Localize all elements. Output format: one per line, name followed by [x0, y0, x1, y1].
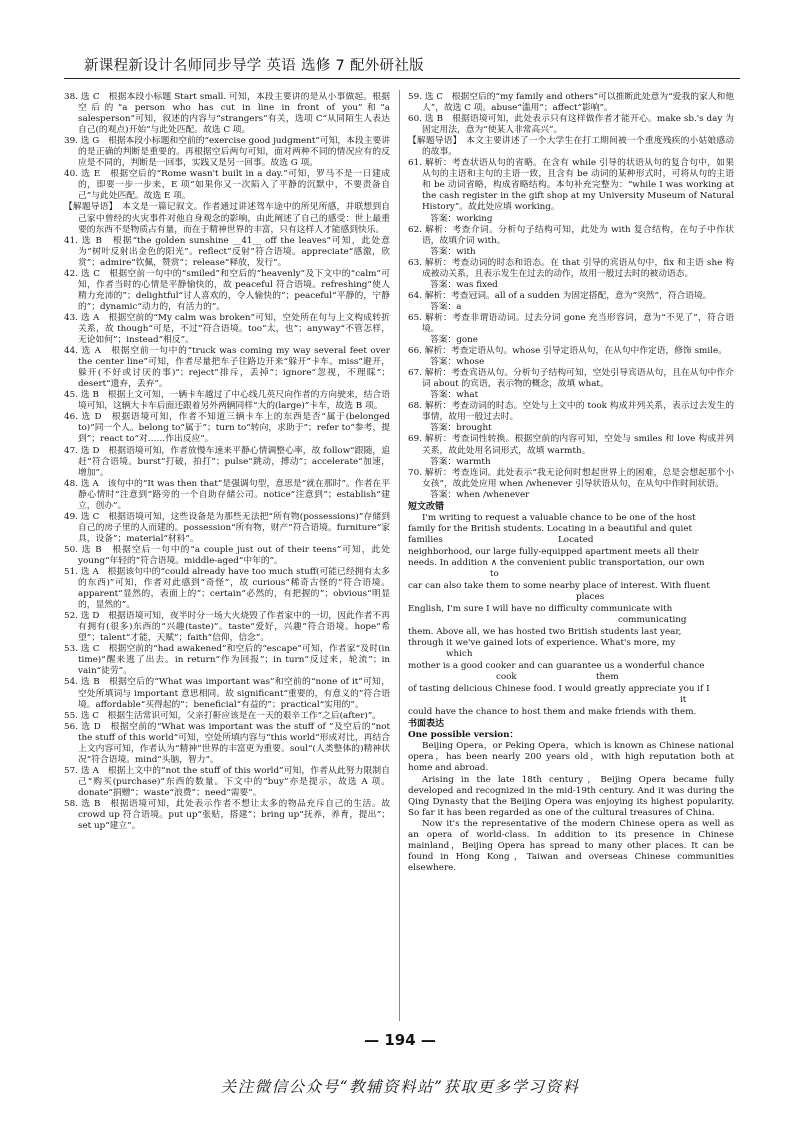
answer-item-66: 66. 解析：考查定语从句。whose 引导定语从句，在从句中作定语，修饰 smile。	[408, 346, 727, 357]
page-number: — 194 —	[364, 1031, 436, 1049]
passage-intro-2: 【解题导语】 本文主要讲述了一个大学生在打工期间被一个重度残疾的小姑娘感动的故事。	[408, 136, 734, 158]
answer-item-60: 60. 选 B 根据语境可知，此处表示只有这样做作者才能开心。make sb.'s day 为固定用法，意为“使某人非常高兴”。	[408, 114, 734, 136]
correction-line-8: through it we've gained lots of experience. What's more, my	[408, 638, 676, 649]
answer-69: 答案：warmth	[430, 456, 491, 467]
correction-line-4: needs. In addition ∧ the convenient public transportation, our own	[408, 557, 705, 568]
answer-item-58: 58. 选 B 根据语境可知，此处表示作者不想让太多的物品充斥自己的生活。故 crowd up 符合语境。put up“张贴，搭建”；bring up“抚养，养育，提出”；set up“建立”。	[64, 799, 390, 832]
answer-item-41: 41. 选 B 根据“the golden sunshine __41__ off the leaves”可知，此处意为“树叶反射出金色的阳光”。reflect“反射”符合语境。appreciate“感激，欣赏”；admire“钦佩，赞赏”；release“释放，发行”。	[64, 235, 390, 268]
fix-located: Located	[558, 534, 594, 545]
answer-65: 答案：gone	[430, 335, 478, 346]
answer-item-57: 57. 选 A 根据上文中的“not the stuff of this world”可知，作者从此努力限制自己“购买(purchase)”东西的数量。下文中的“buy”亦是提示，故选 A 项。donate“捐赠”；waste“浪费”；need“需要”。	[64, 765, 390, 798]
fix-communicating: communicating	[618, 615, 687, 626]
fix-it: it	[680, 695, 687, 706]
answer-item-38: 38. 选 C 根据本段小标题 Start small. 可知，本段主要讲的是从小事做起。根据空后的“a person who has cut in line in front of you”和“a salesperson”可知，叙述的内容与“strangers”有关，选项 C“从同陌生人表达自己(的观点)开始”与此处匹配。故选 C 项。	[64, 92, 390, 136]
fix-which: which	[446, 649, 473, 660]
answer-item-68: 68. 解析：考查动词的时态。空处与上文中的 took 构成并列关系，表示过去发生的事情，故用一般过去时。	[408, 401, 734, 423]
answer-62: 答案：with	[430, 246, 476, 257]
correction-fix-row-9	[408, 672, 734, 684]
answer-64: 答案：a	[430, 301, 462, 312]
fix-to: to	[490, 568, 499, 579]
answer-item-39: 39. 选 G 根据本段小标题和空前的“exercise good judgment”可知，本段主要讲的是正确的判断是重要的。再根据空后两句可知，面对两种不同的情况应有的反应是不同的，判断是一回事，实践又是另一回事。故选 G 项。	[64, 136, 390, 169]
answer-item-44: 44. 选 A 根据空前一句中的“truck was coming my way several feet over the center line”可知，作者尽量把车子往路边开来“躲开”卡车。miss“避开，躲开(不好或讨厌的事)”；reject“排斥，丢掉”；ignore“忽视，不理睬”；desert“遗弃，丢弃”。	[64, 346, 390, 390]
answer-70: 答案：when /whenever	[430, 489, 530, 500]
correction-fix-row-2	[408, 535, 734, 547]
running-header	[64, 52, 740, 79]
header-title: 新课程新设计名师同步导学 英语 选修 7 配外研社版	[84, 58, 424, 74]
writing-heading: 书面表达	[408, 719, 445, 730]
answer-item-67: 67. 解析：考查宾语从句。分析句子结构可知，空处引导宾语从句，且在从句中作介词 about 的宾语，表示物的概念，故填 what。	[408, 368, 734, 390]
answer-item-49: 49. 选 C 根据语境可知，这些设备是为那些无法把“所有物(possessions)”存储到自己的房子里的人而建的。possession“所有物，财产”符合语境。furniture“家具，设备”；material“材料”。	[64, 511, 390, 544]
answer-item-43: 43. 选 A 根据空前的“My calm was broken”可知，空处所在句与上文构成转折关系，故 though“可是，不过”符合语境。too“太，也”；anyway“不管怎样，无论如何”；instead“相反”。	[64, 312, 390, 346]
answer-item-63: 63. 解析：考查动词的时态和语态。在 that 引导的宾语从句中，fix 和主语 she 构成被动关系，且表示发生在过去的动作，故用一般过去时的被动语态。	[408, 257, 734, 279]
correction-heading: 短文改错	[408, 501, 445, 512]
correction-fix-row-8	[408, 649, 734, 661]
answer-item-65: 65. 解析：考查非谓语动词。过去分词 gone 充当形容词，意为“不见了”，符合语境。	[408, 312, 734, 334]
answer-61: 答案：working	[430, 213, 493, 224]
writing-version-label: One possible version：	[408, 730, 519, 741]
answer-item-56: 56. 选 D 根据空前的“What was important was the stuff of ”及空后的“not the stuff of this world”可知，空处所填内容与“this world”形成对比，再结合上文内容可知，作者认为“精神”世界的丰富更为重要。soul“(人类整体的)精神状况”符合语境。mind“头脑，智力”。	[64, 721, 390, 765]
answer-item-50: 50. 选 B 根据空后一句中的“a couple just out of their teens”可知，此处 young“年轻的”符合语境。middle-aged“中年的”。	[64, 544, 390, 566]
answer-item-55: 55. 选 C 根据生活常识可知，父亲打鼾应该是在一天的艰辛工作“之后(after)”。	[64, 710, 382, 721]
answer-item-59: 59. 选 C 根据空后的“my family and others”可以推断此处意为“爱我的家人和他人”，故选 C 项。abuse“滥用”；affect“影响”。	[408, 92, 734, 114]
correction-line-3: neighborhood, our large fully-equipped apartment meets all their	[408, 546, 699, 557]
correction-line-6: English, I'm sure I will have no difficulty communicate with	[408, 604, 673, 615]
fix-places: places	[576, 592, 605, 603]
answer-item-46: 46. 选 D 根据语境可知，作者不知道三辆卡车上的东西是否“属于(belonged to)”同一个人。belong to“属于”；turn to“转向，求助于”；refer to“参考，提到”；react to“对……作出反应”。	[64, 412, 390, 445]
answer-63: 答案：was fixed	[430, 279, 498, 290]
answer-item-47: 47. 选 D 根据语境可知，作者放慢车速来平静心情调整心率，故 follow“跟随，追赶”符合语境。burst“打破，拍打”；pulse“跳动，搏动”；accelerate“加速，增加”。	[64, 445, 390, 478]
answer-item-53: 53. 选 C 根据空前的“had awakened”和空后的“escape”可知，作者家“及时(in time)”醒来逃了出去。in return“作为回报”；in turn“反过来，轮流”；in vain“徒劳”。	[64, 644, 390, 677]
answer-item-48: 48. 选 A 该句中的“It was then that”是强调句型，意思是“就在那时”。作者在平静心情时“注意到”路旁的一个自助存储公司。notice“注意到”；establish“建立，创办”。	[64, 478, 390, 511]
answer-item-69: 69. 解析：考查词性转换。根据空前的内容可知，空处与 smiles 和 love 构成并列关系，故此处用名词形式，故填 warmth。	[408, 434, 734, 456]
correction-fix-row-5	[408, 592, 734, 604]
correction-fix-row-4	[408, 569, 734, 581]
correction-fix-row-10	[408, 695, 734, 707]
answer-item-70: 70. 解析：考查连词。此处表示“我无论何时想起世界上的困难，总是会想起那个小女孩”，故此处应用 when /whenever 引导状语从句，在从句中作时间状语。	[408, 467, 734, 489]
answer-67: 答案：what	[430, 390, 479, 401]
writing-paragraph-2: Arising in the late 18th century，Beijing Opera became fully developed and recognized in the mid-19th century. And it was during the Qing Dynasty that the Beijing Opera was enjoying its highest popularity. So far it has been regarded as one of the cultural treasures of China.	[408, 774, 734, 818]
passage-intro: 【解题导语】 本文是一篇记叙文。作者通过讲述驾车途中的所见所感，并联想到自己家中曾经的火灾事件对他自身观念的影响，由此阐述了自己的感受：世上最重要的东西不是物质占有量，而在于精神世界的丰富，只有这样人才能感到快乐。	[64, 202, 390, 235]
correction-line-1: I'm writing to request a valuable chance to be one of the host	[422, 512, 696, 523]
correction-line-7: them. Above all, we has hosted two British students last year,	[408, 627, 682, 638]
left-column	[64, 92, 390, 1021]
right-column	[408, 92, 734, 1021]
answer-item-42: 42. 选 C 根据空前一句中的“smiled”和空后的“heavenly”及下文中的“calm”可知，作者当时的心情是平静愉快的，故 peaceful 符合语境。refreshing“使人精力充沛的”；delightful“讨人喜欢的，令人愉快的”；peaceful“平静的，宁静的”；dynamic“动力的，有活力的”。	[64, 268, 390, 312]
correction-line-10: of tasting delicious Chinese food. I would greatly appreciate you if I	[408, 684, 710, 695]
correction-line-5: car can also take them to some nearby place of interest. With fluent	[408, 580, 710, 591]
answer-item-61: 61. 解析：考查状语从句的省略。在含有 while 引导的状语从句的复合句中，如果从句的主语和主句的主语一致，且含有 be 动词的某种形式时，可将从句的主语和 be 动词省略，构成省略结构。本句补充完整为：“while I was working at the cash register in the gift shop at my University Museum of Natural History”。故此处应填 working。	[408, 158, 734, 213]
answer-item-54: 54. 选 B 根据空后的“What was important was”和空前的“none of it”可知，空处所填词与 important 意思相同。故 significant“重要的，有意义的”符合语境。affordable“买得起的”；beneficial“有益的”；practical“实用的”。	[64, 677, 390, 710]
answer-item-51: 51. 选 A 根据该句中的“could already have too much stuff(可能已经拥有太多的东西)”可知，作者对此感到“奇怪”，故 curious“稀奇古怪的”符合语境。apparent“显然的，表面上的”；certain“必然的，有把握的”；obvious“明显的，显然的”。	[64, 567, 390, 611]
fix-them: them	[596, 672, 619, 683]
answer-68: 答案：brought	[430, 423, 492, 434]
correction-fix-row-6	[408, 615, 734, 627]
fix-families: families	[408, 534, 443, 545]
fix-cook: cook	[496, 672, 517, 683]
footer-note: 关注微信公众号“教辅资料站”获取更多学习资料	[220, 1078, 580, 1096]
answer-item-45: 45. 选 B 根据上文可知，一辆卡车越过了中心线几英尺向作者的方向驶来，结合语境可知，这辆大卡车后面还跟着另外两辆同样“大的(large)”卡车，故选 B 项。	[64, 390, 390, 412]
column-divider	[399, 90, 400, 1021]
writing-paragraph-1: Beijing Opera，or Peking Opera，which is known as Chinese national opera，has been nearly 200 years old，with high reputation both at home and abroad.	[408, 741, 734, 774]
answer-item-62: 62. 解析：考查介词。分析句子结构可知，此处为 with 复合结构，在句子中作状语，故填介词 with。	[408, 224, 734, 246]
answer-66: 答案：whose	[430, 357, 485, 368]
correction-line-11: could have the chance to host them and make friends with them.	[408, 707, 697, 718]
answer-item-52: 52. 选 D 根据语境可知，夜半时分一场大火烧毁了作者家中的一切，因此作者不再有拥有(很多)东西的“兴趣(taste)”。taste“爱好，兴趣”符合语境。hope“希望”；talent“才能，天赋”；faith“信仰，信念”。	[64, 611, 390, 644]
answer-item-64: 64. 解析：考查冠词。all of a sudden 为固定搭配，意为“突然”，符合语境。	[408, 290, 712, 301]
writing-paragraph-3: Now it's the representative of the modern Chinese opera as well as an opera of world-class. In addition to its presence in Chinese mainland，Beijing Opera has spread to many other places. It can be found in Hong Kong，Taiwan and overseas Chinese communities elsewhere.	[408, 818, 734, 873]
answer-item-40: 40. 选 E 根据空后的“Rome wasn't built in a day.”可知，罗马不是一日建成的，即要一步一步来，E 项“如果你又一次陷入了平静的沉默中，不要责备自己”与此处匹配。故选 E 项。	[64, 169, 390, 202]
correction-line-9: mother is a good cooker and can guarantee us a wonderful chance	[408, 661, 705, 672]
correction-line-2: family for the British students. Locating in a beautiful and quiet	[408, 523, 693, 534]
